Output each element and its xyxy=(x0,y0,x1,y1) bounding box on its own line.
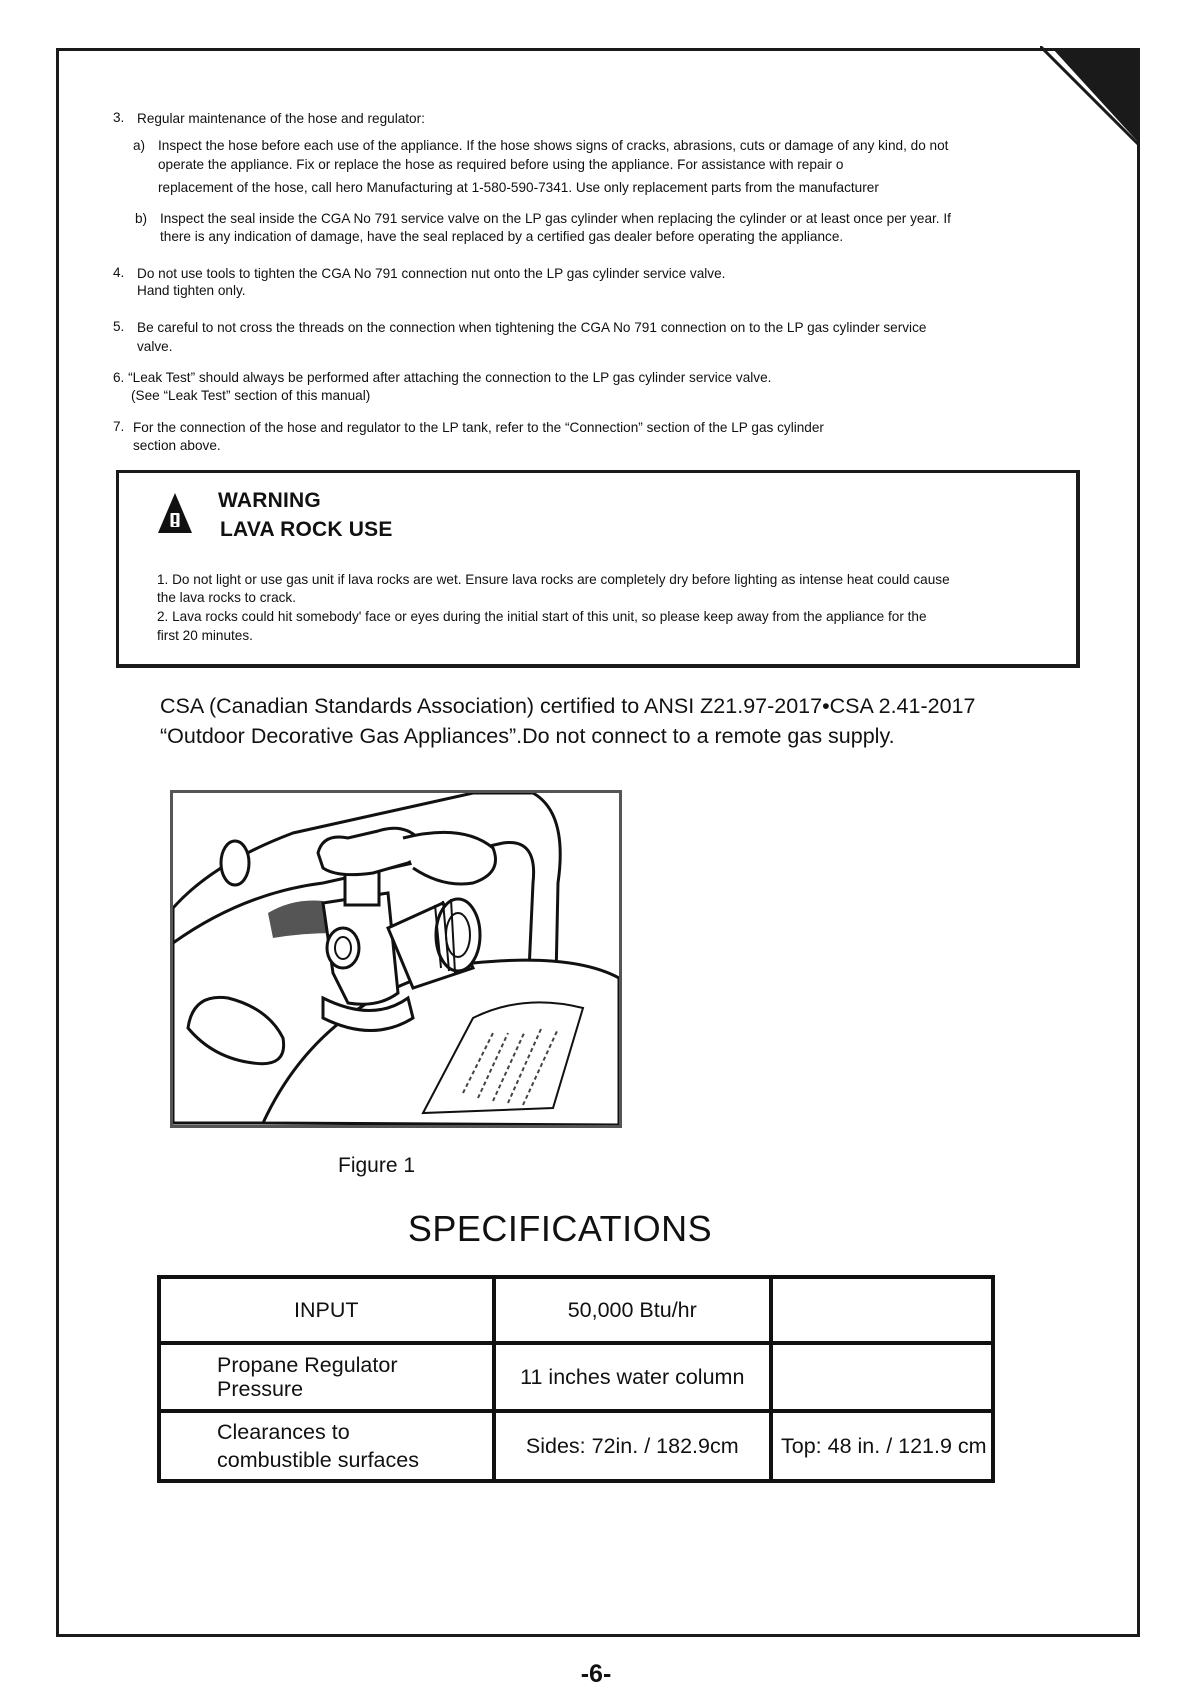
item-3b-line1: Inspect the seal inside the CGA No 791 service valve on the LP gas cylinder when replacing the cylinder or at least once per year. If xyxy=(160,211,951,226)
item-3a-line2: operate the appliance. Fix or replace the hose as required before using the appliance. For assistance with repair o xyxy=(158,157,844,172)
warning-line1: 1. Do not light or use gas unit if lava rocks are wet. Ensure lava rocks are completely dry before lighting as intense heat could cause xyxy=(157,572,950,587)
figure-1-illustration xyxy=(170,790,622,1128)
table-row xyxy=(159,1343,993,1411)
item-7-number: 7. xyxy=(113,419,125,434)
spec-extra-input xyxy=(771,1277,993,1343)
table-row xyxy=(159,1277,993,1343)
warning-line4: first 20 minutes. xyxy=(157,628,253,643)
item-7-line1: For the connection of the hose and regulator to the LP tank, refer to the “Connection” section of the LP gas cylinder xyxy=(133,420,824,435)
spec-value-clearances-top: Top: 48 in. / 121.9 cm xyxy=(771,1411,993,1481)
spec-value-pressure: 11 inches water column xyxy=(494,1343,772,1411)
item-3a-number: a) xyxy=(133,138,146,153)
specifications-title: SPECIFICATIONS xyxy=(407,1208,713,1249)
item-7-line2: section above. xyxy=(133,438,221,453)
spec-label-pressure xyxy=(159,1343,494,1411)
page-number: -6- xyxy=(580,1660,612,1688)
corner-tab-icon xyxy=(1040,46,1140,146)
item-3a-line3: replacement of the hose, call hero Manufacturing at 1-580-590-7341. Use only replacement parts from the manufacturer xyxy=(158,180,879,195)
spec-label-clearances xyxy=(159,1411,494,1481)
item-6-line2: (See “Leak Test” section of this manual) xyxy=(131,388,371,403)
item-3-title: Regular maintenance of the hose and regulator: xyxy=(137,111,425,126)
item-3a-line1: Inspect the hose before each use of the appliance. If the hose shows signs of cracks, abrasions, cuts or damage of any kind, do not xyxy=(158,138,949,153)
lp-cylinder-valve-drawing xyxy=(173,793,619,1125)
item-3b-line2: there is any indication of damage, have the seal replaced by a certified gas dealer before operating the appliance. xyxy=(160,229,844,244)
item-5-line1: Be careful to not cross the threads on the connection when tightening the CGA No 791 connection on to the LP gas cylinder service xyxy=(137,320,927,335)
csa-line2: “Outdoor Decorative Gas Appliances”.Do not connect to a remote gas supply. xyxy=(160,724,895,748)
warning-title: WARNING xyxy=(218,489,321,512)
spec-extra-pressure xyxy=(771,1343,993,1411)
spec-label-pressure-line1: Propane Regulator xyxy=(217,1353,398,1377)
item-3b-number: b) xyxy=(135,211,148,226)
spec-label-pressure-line2: Pressure xyxy=(217,1377,304,1401)
item-4-line1: Do not use tools to tighten the CGA No 791 connection nut onto the LP gas cylinder service valve. xyxy=(137,266,726,281)
warning-line3: 2. Lava rocks could hit somebody' face or eyes during the initial start of this unit, so please keep away from the appliance for the xyxy=(157,609,927,624)
item-5-number: 5. xyxy=(113,319,125,334)
specifications-table xyxy=(157,1275,995,1483)
item-5-line2: valve. xyxy=(137,339,173,354)
spec-label-input: INPUT xyxy=(159,1277,494,1343)
warning-line2: the lava rocks to crack. xyxy=(157,590,297,605)
item-6-line1: 6. “Leak Test” should always be performed after attaching the connection to the LP gas cylinder service valve. xyxy=(113,370,772,385)
item-3-number: 3. xyxy=(113,110,125,125)
csa-line1: CSA (Canadian Standards Association) certified to ANSI Z21.97-2017•CSA 2.41-2017 xyxy=(160,694,976,718)
item-4-number: 4. xyxy=(113,265,125,280)
spec-label-clearances-line2: combustible surfaces xyxy=(217,1448,419,1472)
spec-value-clearances-sides: Sides: 72in. / 182.9cm xyxy=(494,1411,772,1481)
warning-subtitle: LAVA ROCK USE xyxy=(220,518,393,541)
item-4-line2: Hand tighten only. xyxy=(137,283,246,298)
spec-label-clearances-line1: Clearances to xyxy=(217,1420,350,1444)
spec-value-input: 50,000 Btu/hr xyxy=(494,1277,772,1343)
figure-caption: Figure 1 xyxy=(338,1154,416,1177)
warning-triangle-icon xyxy=(156,491,194,535)
table-row xyxy=(159,1411,993,1481)
